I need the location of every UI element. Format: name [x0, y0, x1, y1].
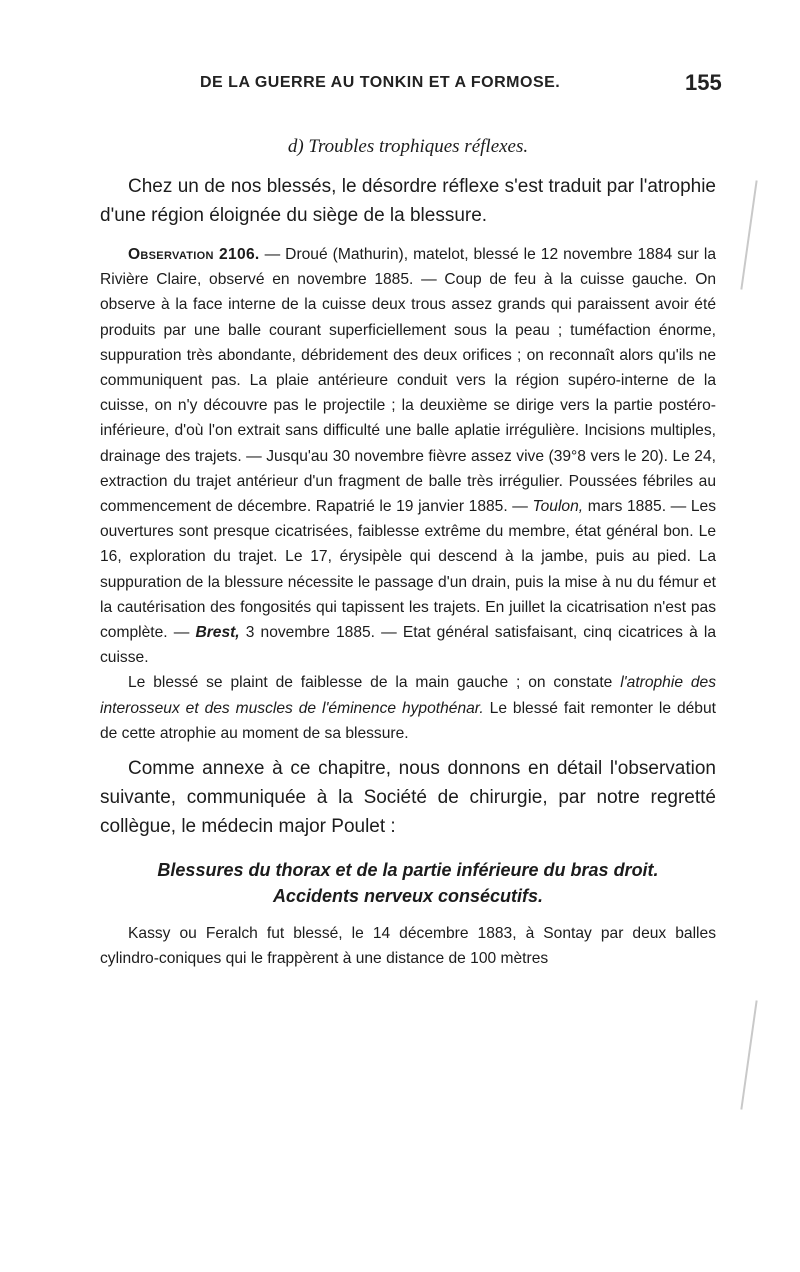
place-brest: Brest, [195, 624, 240, 642]
observation-label: Observation 2106. [128, 246, 260, 263]
atrophy-paragraph [100, 670, 716, 746]
atrophy-text-part1: Le blessé se plaint de faiblesse de la main gauche ; on constate [128, 674, 621, 692]
atrophy-emphasis: l'atrophie des interosseux et des muscles de l'éminence hypothénar. [100, 674, 716, 717]
observation-text-part3: 3 novembre 1885. — Etat général satisfaisant, cinq cicatrices à la cuisse. [100, 624, 716, 667]
page-number: 155 [685, 70, 722, 95]
margin-pencil-mark [740, 180, 757, 289]
case-paragraph: Kassy ou Feralch fut blessé, le 14 décembre 1883, à Sontay par deux balles cylindro-coniques qui le frappèrent à une distance de 100 mètres [100, 925, 716, 968]
observation-text-part2: mars 1885. — Les ouvertures sont presque cicatrisées, faiblesse extrême du membre, état général bon. Le 16, exploration du trajet. Le 17, érysipèle qui descend à la jambe, puis au pied. La suppuration de la blessure nécessite le passage d'un drain, puis la mise à nu du fémur et la cautérisation des fongosités qui tapissent les trajets. En juillet la cicatrisation n'est pas complète. — [100, 498, 716, 642]
intro-paragraph: Chez un de nos blessés, le désordre réflexe s'est traduit par l'atrophie d'une région éloignée du siège de la blessure. [100, 176, 716, 226]
annex-paragraph: Comme annexe à ce chapitre, nous donnons en détail l'observation suivante, communiquée à la Société de chirurgie, par notre regretté collègue, le médecin major Poulet : [100, 758, 716, 838]
section-heading: d) Troubles trophiques réflexes. [287, 136, 529, 157]
observation-text-part1: — Droué (Mathurin), matelot, blessé le 12 novembre 1884 sur la Rivière Claire, observé en novembre 1885. — Coup de feu à la cuisse gauche. On observe à la face interne de la cuisse deux trous assez grands qui paraissent avoir été produits par une balle courant superficiellement sous la peau ; tuméfaction énorme, suppuration très abondante, débridement des deux orifices ; on reconnaît alors qu'ils ne communiquent pas. La plaie antérieure conduit vers la région supéro-interne de la cuisse, on n'y découvre pas le projectile ; la deuxième se dirige vers la partie postéro-inférieure, d'où l'on extrait sans difficulté une balle aplatie irrégulière. Incisions multiples, drainage des trajets. — Jusqu'au 30 novembre fièvre assez vive (39°8 vers le 20). Le 24, extraction du trajet antérieur d'un fragment de balle très irrégulier. Poussées fébriles au commencement de décembre. Rapatrié le 19 janvier 1885. — [100, 246, 717, 516]
place-toulon: Toulon, [532, 498, 584, 516]
case-title-line1: Blessures du thorax et de la partie inférieure du bras droit. [157, 860, 659, 881]
running-title: DE LA GUERRE AU TONKIN ET A FORMOSE. [200, 74, 561, 91]
atrophy-text-part2: Le blessé fait remonter le début de cette atrophie au moment de sa blessure. [100, 699, 716, 742]
observation-paragraph [100, 242, 716, 670]
case-title-line2: Accidents nerveux consécutifs. [272, 886, 544, 907]
main-text [100, 136, 716, 971]
margin-pencil-mark [740, 1000, 757, 1109]
